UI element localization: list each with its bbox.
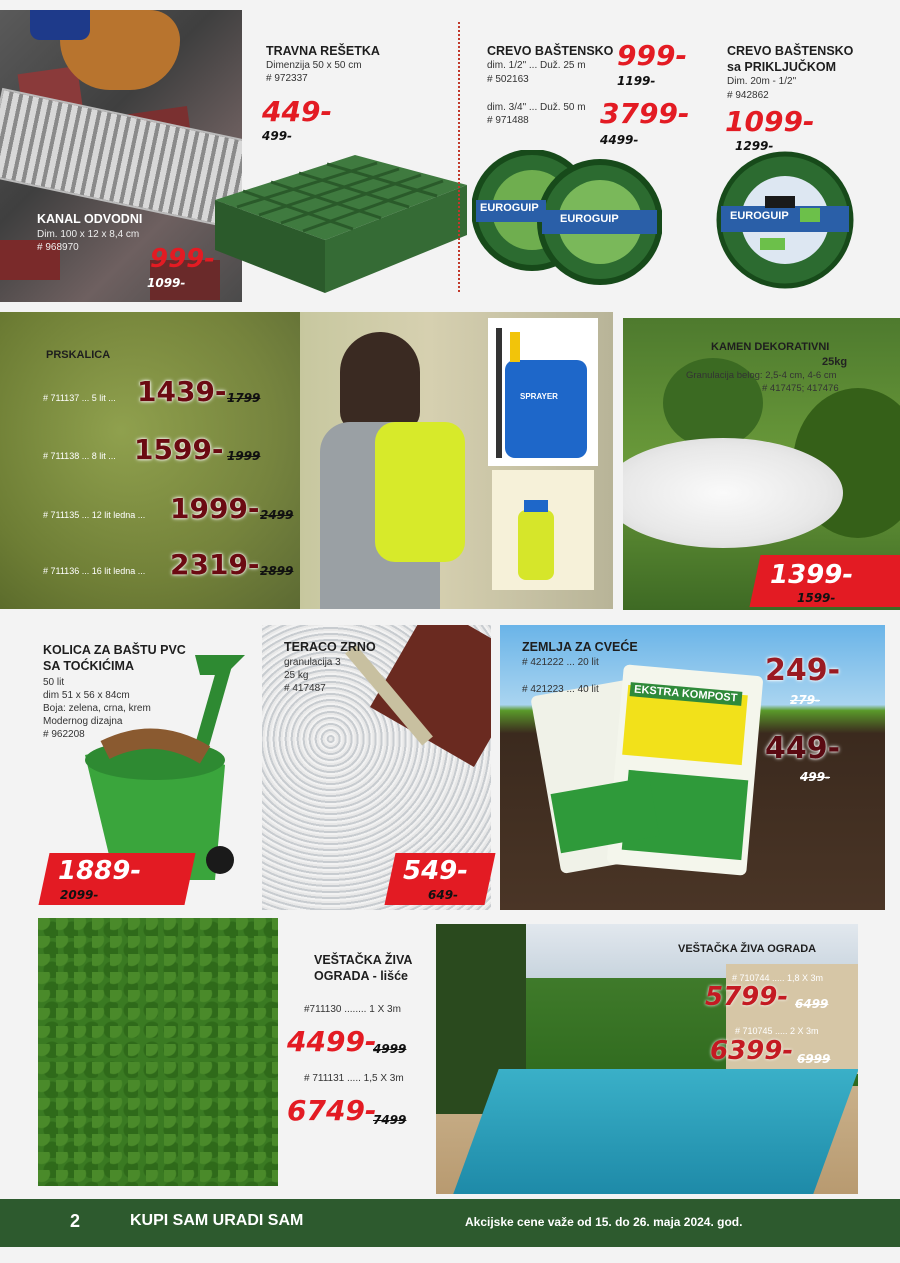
prskalica-item-1-old: 1799: [227, 391, 261, 405]
kolica-title-2: SA TOĆKIĆIMA: [43, 659, 134, 673]
crevo-v1-dim: dim. 1/2" ... Duž. 25 m: [487, 60, 586, 71]
kolica-price: 1889-: [58, 856, 142, 886]
grass-grid-image: [205, 145, 470, 295]
hose-brand-label-2: EUROGUIP: [560, 213, 619, 225]
kamen-title: KAMEN DEKORATIVNI: [711, 341, 830, 353]
footer-note: Akcijske cene važe od 15. do 26. maja 2024. god.: [465, 1215, 743, 1229]
prskalica-item-3-label: # 711135 ... 12 lit ledna ...: [43, 510, 146, 520]
prskalica-item-2-label: # 711138 ... 8 lit ...: [43, 451, 116, 461]
travna-old-price: 499-: [262, 129, 293, 143]
ograda2-price-1: 5799-: [705, 982, 789, 1012]
prskalica-item-2-price: 1599-: [134, 433, 224, 466]
prskalica-item-3-price: 1999-: [170, 492, 260, 525]
crevo-v2-price: 3799-: [600, 97, 690, 130]
prskalica-item-3-old: 2499: [260, 508, 294, 522]
prskalica-item-4-price: 2319-: [170, 548, 260, 581]
travna-dim: Dimenzija 50 x 50 cm: [266, 60, 362, 71]
kolica-l4: Modernog dizajna: [43, 716, 123, 727]
teraco-code: # 417487: [284, 683, 326, 694]
travna-code: # 972337: [266, 73, 308, 84]
kolica-old-price: 2099-: [60, 888, 99, 902]
prskalica-title: PRSKALICA: [46, 349, 111, 361]
ograda1-old-2: 7499: [373, 1113, 407, 1127]
kanal-old-price: 1099-: [147, 276, 186, 290]
crevo-v2-old-price: 4499-: [600, 133, 639, 147]
ograda-lisce-image: [38, 918, 278, 1186]
ograda1-l2: # 711131 ..... 1,5 X 3m: [304, 1073, 404, 1084]
ograda2-l2: # 710745 ..... 2 X 3m: [735, 1026, 819, 1036]
prskalica-item-4-label: # 711136 ... 16 lit ledna ...: [43, 566, 146, 576]
kolica-l3: Boja: zelena, crna, krem: [43, 703, 151, 714]
crevo2-title-2: sa PRIKLJUČKOM: [727, 60, 837, 74]
ograda2-price-2: 6399-: [710, 1036, 794, 1066]
ograda1-title-2: OGRADA - lišće: [314, 969, 409, 983]
kanal-dim: Dim. 100 x 12 x 8,4 cm: [37, 229, 140, 240]
zemlja-old-price-1: 279-: [790, 693, 821, 707]
kolica-title-1: KOLICA ZA BAŠTU PVC: [43, 643, 186, 657]
ograda2-old-1: 6499: [795, 997, 829, 1011]
crevo2-dim: Dim. 20m - 1/2": [727, 76, 797, 87]
kanal-price: 999-: [150, 244, 216, 274]
crevo-v1-code: # 502163: [487, 74, 529, 85]
teraco-title: TERACO ZRNO: [284, 640, 376, 654]
prskalica-item-2-old: 1999: [227, 449, 261, 463]
divider-dotted: [458, 22, 460, 292]
crevo2-old-price: 1299-: [735, 139, 774, 153]
teraco-old-price: 649-: [428, 888, 459, 902]
crevo-title: CREVO BAŠTENSKO: [487, 44, 614, 58]
ograda1-price-2: 6749-: [287, 1094, 377, 1127]
kamen-code: # 417475; 417476: [762, 383, 839, 394]
prskalica-item-1-label: # 711137 ... 5 lit ...: [43, 393, 116, 403]
footer-brand: KUPI SAM URADI SAM: [130, 1212, 304, 1229]
zemlja-old-price-2: 499-: [800, 770, 831, 784]
kolica-l1: 50 lit: [43, 677, 65, 688]
travna-title: TRAVNA REŠETKA: [266, 44, 380, 58]
kolica-l2: dim 51 x 56 x 84cm: [43, 690, 130, 701]
prskalica-item-1-price: 1439-: [137, 375, 227, 408]
zemlja-bag-label: EKSTRA KOMPOST: [630, 682, 742, 706]
travna-price: 449-: [262, 95, 333, 128]
kanal-title: KANAL ODVODNI: [37, 212, 143, 226]
bottom-strip: [0, 1247, 900, 1263]
ograda1-price-1: 4499-: [287, 1025, 377, 1058]
kamen-price: 1399-: [770, 560, 854, 590]
ograda1-l1: #711130 ........ 1 X 3m: [304, 1004, 401, 1015]
crevo2-code: # 942862: [727, 90, 769, 101]
zemlja-l1: # 421222 ... 20 lit: [522, 657, 599, 668]
zemlja-title: ZEMLJA ZA CVEĆE: [522, 640, 638, 654]
ograda1-title-1: VEŠTAČKA ŽIVA: [314, 953, 413, 967]
crevo2-title-1: CREVO BAŠTENSKO: [727, 44, 854, 58]
hose-brand-label: EUROGUIP: [480, 202, 539, 214]
kamen-weight: 25kg: [822, 356, 848, 368]
teraco-l2: 25 kg: [284, 670, 309, 681]
ograda-pool-photo: [436, 924, 858, 1194]
hose-brand-label-3: EUROGUIP: [730, 210, 789, 222]
teraco-l1: granulacija 3: [284, 657, 341, 668]
pressure-sprayer-image: [492, 470, 594, 590]
crevo-v2-dim: dim. 3/4" ... Duž. 50 m: [487, 102, 586, 113]
zemlja-l2: # 421223 ... 40 lit: [522, 684, 599, 695]
crevo-v1-old-price: 1199-: [617, 74, 656, 88]
crevo2-price: 1099-: [725, 105, 815, 138]
page-number: 2: [70, 1211, 81, 1231]
crevo-v1-price: 999-: [617, 39, 688, 72]
kolica-code: # 962208: [43, 729, 85, 740]
teraco-price: 549-: [403, 856, 469, 886]
prskalica-item-4-old: 2899: [260, 564, 294, 578]
kanal-code: # 968970: [37, 242, 79, 253]
zemlja-price-2: 449-: [765, 731, 841, 766]
kamen-old-price: 1599-: [797, 591, 836, 605]
ograda2-old-2: 6999: [797, 1052, 831, 1066]
ograda2-title: VEŠTAČKA ŽIVA OGRADA: [678, 943, 817, 955]
kamen-gran: Granulacija belog: 2,5-4 cm, 4-6 cm: [686, 370, 837, 381]
ograda2-l1: # 710744 ..... 1,8 X 3m: [732, 973, 824, 983]
zemlja-price-1: 249-: [765, 653, 841, 688]
crevo-v2-code: # 971488: [487, 115, 529, 126]
ograda1-old-1: 4999: [373, 1042, 407, 1056]
sprayer-label: SPRAYER: [520, 392, 558, 401]
